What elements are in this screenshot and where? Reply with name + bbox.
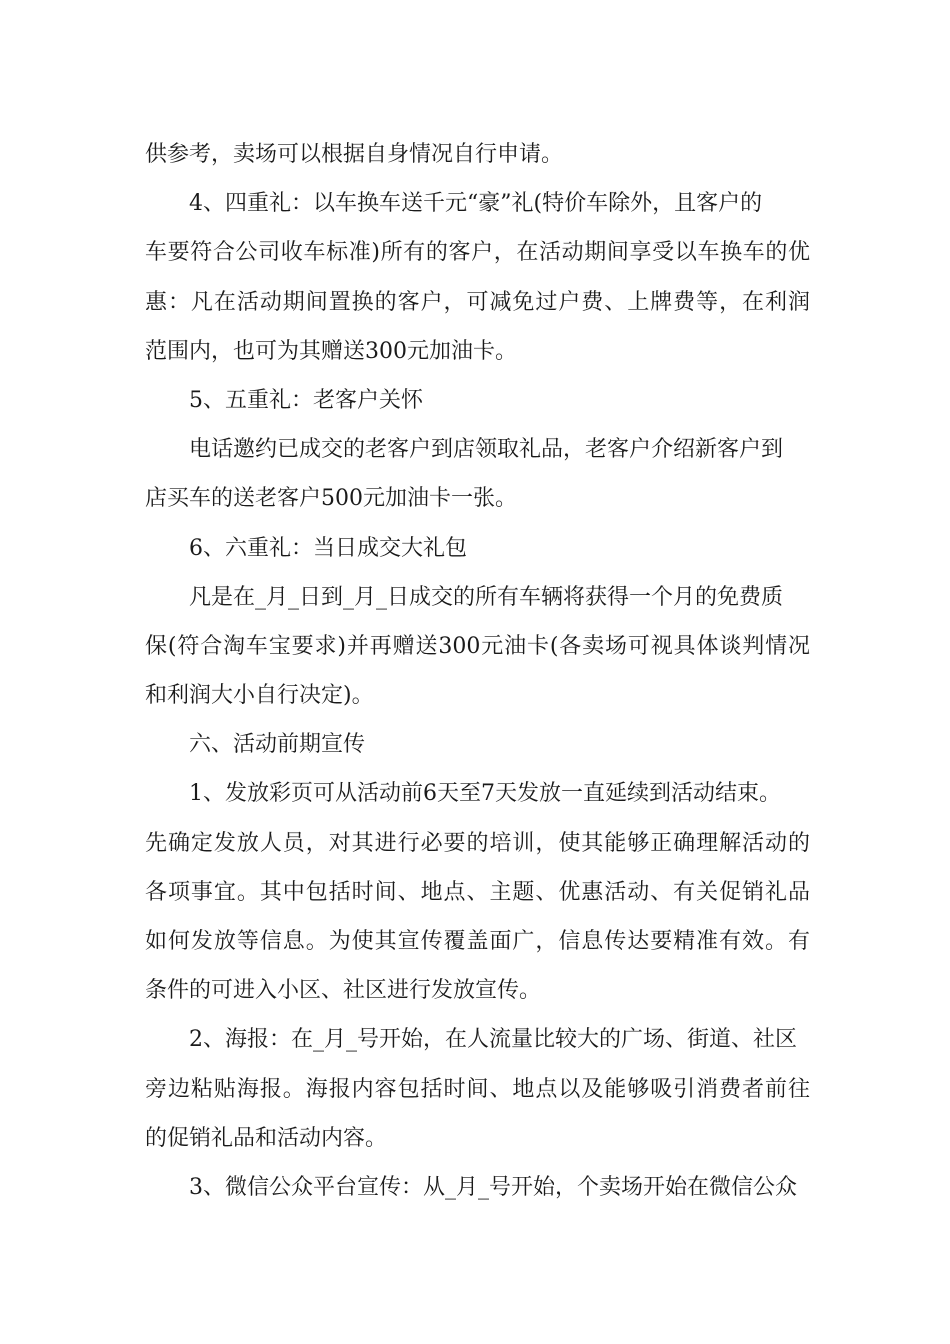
paragraph-line-1: 供参考，卖场可以根据自身情况自行申请。 (145, 142, 564, 167)
paragraph-line-12: 和利润大小自行决定)。 (145, 683, 374, 709)
section-heading-six: 六、活动前期宣传 (189, 732, 366, 758)
paragraph-line-20: 旁边粘贴海报。海报内容包括时间、地点以及能够吸引消费者前往 (145, 1076, 810, 1102)
paragraph-line-5: 范围内，也可为其赠送300元加油卡。 (145, 338, 517, 364)
paragraph-line-4: 惠：凡在活动期间置换的客户，可减免过户费、上牌费等，在利润 (145, 289, 810, 315)
paragraph-line-8: 店买车的送老客户500元加油卡一张。 (145, 486, 517, 512)
paragraph-line-21: 的促销礼品和活动内容。 (145, 1125, 388, 1151)
paragraph-line-19: 2、海报：在_月_号开始，在人流量比较大的广场、街道、社区 (189, 1027, 797, 1053)
paragraph-line-14: 1、发放彩页可从活动前6天至7天发放一直延续到活动结束。 (189, 781, 781, 807)
paragraph-line-18: 条件的可进入小区、社区进行发放宣传。 (145, 978, 542, 1004)
paragraph-line-10: 凡是在_月_日到_月_日成交的所有车辆将获得一个月的免费质 (189, 584, 784, 610)
paragraph-line-15: 先确定发放人员，对其进行必要的培训，使其能够正确理解活动的 (145, 830, 810, 856)
paragraph-line-16: 各项事宜。其中包括时间、地点、主题、优惠活动、有关促销礼品 (145, 879, 810, 905)
section-heading-6: 6、六重礼：当日成交大礼包 (189, 535, 467, 561)
paragraph-line-11: 保(符合淘车宝要求)并再赠送300元油卡(各卖场可视具体谈判情况 (145, 633, 810, 659)
paragraph-line-17: 如何发放等信息。为使其宣传覆盖面广，信息传达要精准有效。有 (145, 929, 810, 954)
paragraph-line-7: 电话邀约已成交的老客户到店领取礼品，老客户介绍新客户到 (189, 437, 784, 463)
paragraph-line-2: 4、四重礼：以车换车送千元“豪”礼(特价车除外，且客户的 (189, 191, 763, 217)
paragraph-line-3: 车要符合公司收车标准)所有的客户，在活动期间享受以车换车的优 (145, 240, 810, 266)
paragraph-line-22: 3、微信公众平台宣传：从_月_号开始，个卖场开始在微信公众 (189, 1174, 797, 1200)
document-body (145, 130, 810, 1212)
section-heading-5: 5、五重礼：老客户关怀 (189, 387, 423, 413)
